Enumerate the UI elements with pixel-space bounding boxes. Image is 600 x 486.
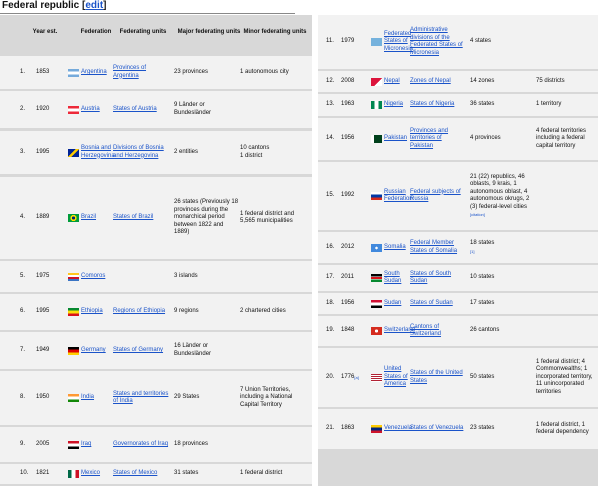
major-units-cell: 17 states: [470, 299, 495, 306]
federation-cell[interactable]: [68, 371, 114, 425]
major-units-cell: 9 Länder or Bundesländer: [174, 102, 212, 116]
federating-units-link[interactable]: Zones of Nepal: [410, 77, 451, 84]
federating-units-link[interactable]: States and territories of India: [113, 390, 169, 404]
major-units-cell: 26 cantons: [470, 327, 500, 334]
federation-cell[interactable]: [371, 409, 413, 449]
table-row: [318, 316, 598, 346]
federation-cell[interactable]: [68, 332, 114, 369]
federating-units-cell[interactable]: [113, 177, 171, 259]
federating-units-cell[interactable]: [410, 293, 466, 314]
federation-link[interactable]: Ethiopia: [81, 308, 103, 315]
nepal-flag-icon: [371, 78, 382, 86]
federation-link[interactable]: Sudan: [384, 299, 402, 306]
major-units-cell: 4 states: [470, 38, 492, 45]
federating-units-cell[interactable]: [410, 265, 466, 291]
table-row: [318, 15, 598, 69]
federation-link[interactable]: Federated States of Micronesia: [384, 30, 414, 52]
citation-link[interactable]: [citation]: [470, 212, 485, 217]
row-number: 3.: [20, 148, 26, 155]
table-row: [0, 56, 312, 89]
major-units-cell: 29 States: [174, 394, 200, 401]
row-number: 1.: [20, 68, 26, 75]
federation-link[interactable]: Pakistan: [384, 135, 408, 142]
footnote-link[interactable]: [a]: [354, 374, 359, 380]
major-units-cell: 36 states: [470, 101, 495, 108]
minor-units-cell: 7 Union Territories, including a National Capital Territory: [240, 386, 293, 408]
row-number: 9.: [20, 440, 26, 447]
comoros-flag-icon: [68, 273, 79, 281]
table-row: [0, 294, 312, 330]
year-established: 1920: [36, 105, 50, 112]
pakistan-flag-icon: [371, 135, 382, 143]
federation-cell[interactable]: [371, 316, 416, 346]
federating-units-link[interactable]: Provinces and territories of Pakistan: [410, 127, 449, 149]
minor-units-cell: [240, 427, 310, 462]
federating-units-link[interactable]: Federal subjects of Russia: [410, 188, 461, 202]
federating-units-link[interactable]: Divisions of Bosnia and Herzegovina: [113, 145, 164, 159]
minor-units-cell: [240, 91, 310, 128]
row-number: 12.: [326, 77, 335, 84]
minor-units-cell: 10 cantons 1 district: [240, 145, 270, 159]
year-established: 1848: [341, 327, 355, 334]
major-units-cell: 23 states: [470, 425, 495, 432]
switzerland-flag-icon: [371, 327, 382, 335]
table-row: [318, 118, 598, 160]
table-row: [318, 348, 598, 407]
heading-rule: [0, 13, 295, 14]
row-number: 14.: [326, 135, 335, 142]
table-row: [318, 162, 598, 230]
federation-cell[interactable]: [371, 94, 413, 116]
federations-table-left: [0, 15, 312, 486]
major-units-cell: 14 zones: [470, 77, 495, 84]
federating-units-cell[interactable]: [410, 316, 466, 346]
header-minor-units: Minor federating units: [243, 29, 307, 36]
row-number: 5.: [20, 272, 26, 279]
austria-flag-icon: [68, 106, 79, 114]
row-number: 11.: [326, 38, 334, 45]
federating-units-link[interactable]: Provinces of Argentina: [113, 65, 147, 79]
federation-cell[interactable]: [371, 162, 413, 230]
federating-units-cell[interactable]: [410, 71, 466, 92]
year-established: 1776 [a]: [341, 373, 359, 380]
federating-units-cell[interactable]: [410, 118, 466, 160]
major-units-cell: 26 states (Previously 18 provinces during the monarchical period between 1822 and 1889): [174, 199, 239, 236]
somalia-flag-icon: [371, 244, 382, 252]
federation-link[interactable]: Austria: [81, 105, 100, 112]
edit-bracket-close: ]: [103, 0, 107, 11]
federation-link[interactable]: India: [81, 394, 95, 401]
federation-link[interactable]: Iraq: [81, 440, 92, 447]
federating-units-link[interactable]: Governorates of Iraq: [113, 440, 169, 447]
minor-units-cell: 4 federal territories including a federal capital territory: [536, 127, 587, 149]
federations-table-right: [318, 15, 598, 486]
federation-link[interactable]: Nepal: [384, 77, 400, 84]
federation-cell[interactable]: [68, 177, 114, 259]
federation-link[interactable]: Russian Federation: [384, 188, 413, 202]
edit-link[interactable]: edit: [85, 0, 104, 11]
major-units-cell: 18 provinces: [174, 440, 209, 447]
federation-link[interactable]: Argentina: [81, 68, 107, 75]
federating-units-link[interactable]: Administrative divisions of the Federated States of Micronesia: [410, 27, 463, 56]
federating-units-link[interactable]: States of Nigeria: [410, 101, 455, 108]
citation-link[interactable]: [1]: [470, 248, 475, 254]
federation-link[interactable]: Comoros: [81, 272, 106, 279]
micronesia-flag-icon: [371, 38, 382, 46]
federation-cell[interactable]: [371, 348, 413, 407]
year-established: 1992: [341, 192, 355, 199]
table-row: [318, 409, 598, 449]
table-row: [0, 464, 312, 484]
year-established: 1949: [36, 346, 50, 353]
federating-units-link[interactable]: States of Mexico: [113, 470, 158, 477]
major-units-cell: 50 states: [470, 373, 495, 380]
major-units-cell: 10 states: [470, 274, 495, 281]
federation-cell[interactable]: [371, 71, 413, 92]
federation-link[interactable]: Brazil: [81, 214, 97, 221]
ethiopia-flag-icon: [68, 308, 79, 316]
header-major-units: Major federating units: [177, 29, 241, 36]
minor-units-cell: [536, 265, 596, 291]
minor-units-cell: 1 federal district and 5,565 municipalities: [240, 210, 295, 224]
federation-cell[interactable]: [68, 427, 114, 462]
year-established: 1956: [341, 299, 355, 306]
nigeria-flag-icon: [371, 101, 382, 109]
table-row: [0, 371, 312, 425]
major-units-cell: 31 states: [174, 470, 199, 477]
row-number: 7.: [20, 346, 26, 353]
minor-units-cell: 1 territory: [536, 101, 562, 108]
minor-units-cell: 1 autonomous city: [240, 68, 289, 75]
section-title: Federal republic: [2, 0, 80, 11]
major-units-cell: 23 provinces: [174, 68, 209, 75]
federating-units-cell[interactable]: [113, 131, 171, 174]
minor-units-cell: 1 federal district, 1 federal dependency: [536, 421, 589, 435]
row-number: 2.: [20, 105, 26, 112]
table-row: [318, 71, 598, 92]
major-units-cell: 21 (22) republics, 46 oblasts, 9 krais, 1 autonomous oblast, 4 autonomous okrugs, 2 (3) federal-level cities [citation]: [470, 162, 534, 230]
row-number: 13.: [326, 101, 335, 108]
minor-units-cell: 1 federal district; 4 Commonwealths; 1 incorporated territory, 11 unincorporated territories: [536, 358, 593, 395]
federation-link[interactable]: Mexico: [81, 470, 101, 477]
row-number: 19.: [326, 327, 335, 334]
federation-cell[interactable]: [371, 232, 413, 263]
table-row: [318, 232, 598, 263]
major-units-cell: 3 islands: [174, 272, 198, 279]
minor-units-cell: [536, 15, 596, 69]
federation-cell[interactable]: [68, 294, 114, 330]
federating-units-cell[interactable]: [113, 56, 171, 89]
federating-units-cell[interactable]: [410, 348, 466, 407]
row-number: 6.: [20, 308, 26, 315]
row-number: 18.: [326, 299, 335, 306]
federation-link[interactable]: South Sudan: [384, 270, 402, 284]
russia-flag-icon: [371, 192, 382, 200]
federating-units-cell[interactable]: [410, 409, 466, 449]
federation-link[interactable]: Nigeria: [384, 101, 404, 108]
year-established: 2011: [341, 274, 354, 281]
minor-units-cell: 1 federal district: [240, 470, 283, 477]
header-federation: Federation: [80, 29, 112, 36]
row-number: 21.: [326, 425, 335, 432]
federating-units-link[interactable]: States of Austria: [113, 105, 157, 112]
federating-units-cell[interactable]: [113, 371, 171, 425]
federating-units-cell[interactable]: [410, 162, 466, 230]
federation-cell[interactable]: [68, 131, 114, 174]
table-row: [0, 131, 312, 174]
major-units-cell: 18 states [1]: [470, 240, 495, 254]
minor-units-cell: [536, 293, 596, 314]
table-row: [0, 261, 312, 292]
year-established: 1979: [341, 38, 355, 45]
federation-cell[interactable]: [371, 293, 413, 314]
table-row: [0, 427, 312, 462]
mexico-flag-icon: [68, 470, 79, 478]
federation-link[interactable]: Somalia: [384, 243, 406, 250]
year-established: 1995: [36, 148, 50, 155]
federation-cell[interactable]: [68, 261, 114, 292]
federating-units-link[interactable]: States of the United States: [410, 370, 463, 384]
header-year: Year est.: [32, 29, 58, 36]
major-units-cell: 2 entities: [174, 148, 199, 155]
major-units-cell: 16 Länder or Bundesländer: [174, 343, 212, 357]
federation-cell[interactable]: [68, 56, 114, 89]
federating-units-link[interactable]: States of Sudan: [410, 299, 453, 306]
year-established: 2012: [341, 243, 355, 250]
minor-units-cell: [240, 332, 310, 369]
venezuela-flag-icon: [371, 425, 382, 433]
row-number: 20.: [326, 373, 335, 380]
federation-link[interactable]: United States of America: [384, 366, 408, 388]
year-established: 1956: [341, 135, 355, 142]
federating-units-link[interactable]: States of Brazil: [113, 214, 154, 221]
minor-units-cell: [536, 162, 596, 230]
year-established: 1853: [36, 68, 50, 75]
year-established: 1863: [341, 425, 355, 432]
usa-flag-icon: [371, 374, 382, 382]
row-number: 8.: [20, 394, 26, 401]
row-number: 16.: [326, 243, 335, 250]
iraq-flag-icon: [68, 441, 79, 449]
federating-units-cell[interactable]: [113, 427, 171, 462]
edit-bracket-open: [: [82, 0, 86, 11]
header-federating-units: Federating units: [119, 29, 167, 36]
table-row: [318, 265, 598, 291]
year-established: 1995: [36, 308, 50, 315]
sudan-flag-icon: [371, 300, 382, 308]
federation-cell[interactable]: [68, 464, 114, 484]
year-established: 1950: [36, 394, 50, 401]
federating-units-cell[interactable]: [410, 232, 466, 263]
federation-link[interactable]: Venezuela: [384, 425, 413, 432]
year-established: 1975: [36, 272, 50, 279]
minor-units-cell: [240, 261, 310, 292]
table-row: [0, 91, 312, 128]
year-established: 2008: [341, 77, 355, 84]
minor-units-cell: 75 districts: [536, 77, 565, 84]
federating-units-cell[interactable]: [113, 332, 171, 369]
federation-cell[interactable]: [68, 91, 114, 128]
federating-units-cell: [113, 261, 171, 292]
year-established: 2005: [36, 440, 50, 447]
section-heading: [2, 0, 107, 13]
row-number: 17.: [326, 274, 335, 281]
federating-units-link[interactable]: Regions of Ethiopia: [113, 308, 166, 315]
federating-units-link[interactable]: Federal Member States of Somalia: [410, 240, 458, 254]
brazil-flag-icon: [68, 214, 79, 222]
federation-link[interactable]: Germany: [81, 346, 106, 353]
federating-units-cell[interactable]: [113, 464, 171, 484]
federating-units-link[interactable]: States of Germany: [113, 346, 164, 353]
federating-units-cell[interactable]: [410, 15, 466, 69]
table-row: [318, 293, 598, 314]
india-flag-icon: [68, 394, 79, 402]
south-sudan-flag-icon: [371, 274, 382, 282]
federation-cell[interactable]: [371, 265, 413, 291]
germany-flag-icon: [68, 347, 79, 355]
major-units-cell: 4 provinces: [470, 135, 501, 142]
federation-link[interactable]: Switzerland: [384, 327, 416, 334]
federation-cell[interactable]: [371, 15, 413, 69]
federating-units-link[interactable]: States of South Sudan: [410, 270, 452, 284]
federating-units-cell[interactable]: [113, 294, 171, 330]
federating-units-link[interactable]: States of Venezuela: [410, 425, 464, 432]
federation-link[interactable]: Bosnia and Herzegovina: [81, 145, 115, 159]
year-established: 1889: [36, 214, 50, 221]
table-row: [0, 332, 312, 369]
row-number: 15.: [326, 192, 335, 199]
table-row: [0, 177, 312, 259]
year-established: 1821: [36, 470, 50, 477]
major-units-cell: 9 regions: [174, 308, 199, 315]
row-number: 10.: [20, 470, 29, 477]
federating-units-link[interactable]: Cantons of Switzerland: [410, 323, 442, 337]
argentina-flag-icon: [68, 69, 79, 77]
row-number: 4.: [20, 214, 26, 221]
federation-cell[interactable]: [371, 118, 413, 160]
year-established: 1963: [341, 101, 355, 108]
table-row: [318, 94, 598, 116]
minor-units-cell: [536, 232, 596, 263]
minor-units-cell: [536, 316, 596, 346]
bosnia-flag-icon: [68, 149, 79, 157]
minor-units-cell: 2 chartered cities: [240, 308, 286, 315]
federating-units-cell[interactable]: [410, 94, 466, 116]
federating-units-cell[interactable]: [113, 91, 171, 128]
